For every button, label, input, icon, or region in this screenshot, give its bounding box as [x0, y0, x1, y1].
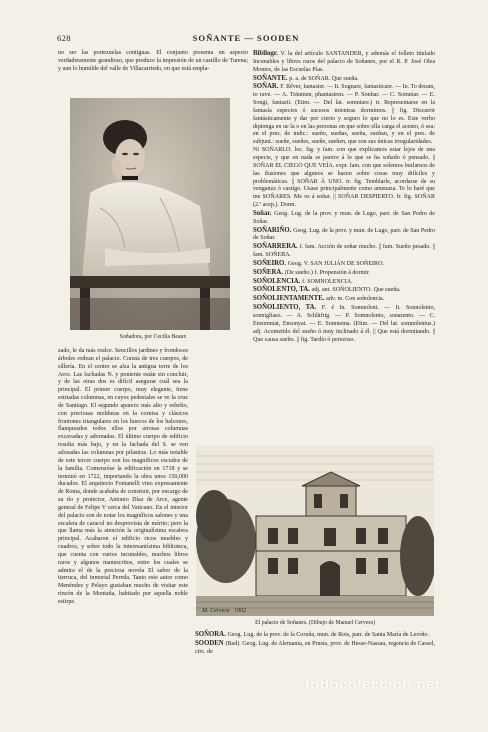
- dictionary-entry: [253, 83, 435, 147]
- left-column-continuation: [58, 348, 188, 607]
- entry-definition: p. a. de SOÑAR. Que sueña.: [289, 75, 359, 82]
- page-number: 628: [57, 33, 71, 43]
- entry-definition: F. é In. Somnolent. — It. Sonnolento, sonnigliaso. — A. Schläfrig. — P. Somnolento, sonarento. — C. Ensomniat, Ensonyat. — E. Somnema. (Etim. — Del lat. somnolentus.) adj. Acometido del sueño ó muy inclinado á él. || Que está dormitando. || Que causa sueño. || fig. Tardío ó perezoso.: [253, 305, 435, 343]
- dictionary-entry: [253, 75, 435, 84]
- entry-headword: SOÑORA.: [195, 631, 228, 638]
- dictionary-entry: [253, 210, 435, 227]
- entry-definition: Geog. Lug. de la prov. y mun. de Lugo, parr. de San Pedro de Soñar.: [253, 227, 435, 242]
- entry-headword: SOÑAR.: [253, 83, 281, 91]
- entry-definition: adv. m. Con soñolencia.: [326, 296, 385, 303]
- entry-definition: f. SOMNOLENCIA.: [302, 278, 353, 285]
- intro-text: no ser las portezuelas contiguas. El conjunto presenta un aspecto verdaderamente grandioso, que produce la impresión de un castillo de Turena; y aun lo humilde del valle de Villacarriedo, en que está empla-: [58, 50, 248, 72]
- photo-caption: Soñadora, por Cecilia Beaux: [119, 334, 187, 340]
- dictionary-entry: [195, 631, 435, 640]
- dictionary-entry: [253, 260, 435, 269]
- entry-headword: Soñar.: [253, 209, 275, 217]
- entry-definition: f. fam. Acción de soñar mucho. || fam. Sueño pesado. || fam. SOÑERA.: [253, 244, 435, 259]
- entry-headword: SOODEN: [195, 639, 226, 647]
- right-column-entries: [253, 50, 435, 344]
- entry-headword: SOÑOLENTO, TA.: [253, 286, 312, 294]
- entry-definition: (De sueño.) f. Propensión á dormir.: [284, 269, 371, 276]
- entry-definition: F. Rêver, fantasier. — It. Sognare, fantasticare. — In. To dream, to rave. — A. Träumen, phantasiren. — P. Sonhar. — C. Somniar. — E. Songi, fantazii. (Etim. — Del lat. somniare.) tr. Representarse en la fantasía especies ó sucesos mientras dormimos. || fig. Discurrir fantásticamente y dar por cierto y seguro lo que no lo es. Este verbo diptonga en ue la o en las personas en que sobre ella carga el acento, ó sea: en el pres. de indic.: sueño, sueñas, sueña, sueñan, y en el pres. de subjunt.: sueñe, sueñes, sueñe, sueñen, que son sus únicas irregularidades.: [253, 84, 435, 146]
- page-header: [57, 33, 435, 45]
- entry-definition: Geog. Lug. de la prov. de la Coruña, mun. de Rois, parr. de Santa María de Leroño.: [227, 632, 429, 638]
- entry-headword: SOÑARRERA.: [253, 243, 300, 251]
- entry-definition: V. la del artículo SANTANDER, y además el folleto titulado Incunables y libros raros del palacio de Soñanes, por el R. P. José Olea Montes, de las Escuelas Pías.: [253, 51, 435, 73]
- entry-definition: Geog. Lug. de la prov. y mun. de Lugo, parr. de San Pedro de Soñar.: [253, 210, 436, 225]
- etching-caption: El palacio de Soñanes. (Dibujo de Manuel Cervera): [255, 620, 375, 626]
- entry-definition: (Bad). Geog. Lug. de Alemania, en Prusia, prov. de Hesse-Nassau, regencia de Cassel, circ. de: [195, 640, 435, 655]
- entry-headword: SOÑERA.: [253, 268, 285, 276]
- dictionary-entry: [253, 304, 435, 344]
- watermark-logo: todocoleccion.net: [305, 676, 441, 693]
- entry-headword: SOÑARIÑO.: [253, 226, 294, 234]
- entry-headword: Bibliogr.: [253, 50, 281, 57]
- entry-headword: SOÑOLIENTAMENTE.: [253, 295, 327, 303]
- entry-definition: adj. ant. SOÑOLIENTO. Que sueña.: [311, 287, 401, 294]
- dictionary-entry: [253, 50, 435, 75]
- svg-text:M. Cervera · 1902: M. Cervera · 1902: [202, 608, 247, 614]
- entry-definition: Geog. V. SAN JULIÁN DE SOÑEIRO.: [287, 260, 384, 267]
- bottom-entries: [195, 631, 435, 657]
- entry-headword: SOÑOLIENTO, TA.: [253, 304, 322, 312]
- entry-headword: SOÑOLENCIA.: [253, 277, 303, 285]
- dictionary-entry: [253, 227, 435, 244]
- dictionary-entry: [253, 243, 435, 260]
- entry-definition: Ni SOÑARLO. loc. fig. y fam. con que explicamos estar lejos de una especie, y que en nada se parece á lo que se ha soñado ó pensado. || SOÑAR EL CIEGO QUE VEÍA. expr. fam. con que solemos burlarnos de las ilusiones que algunos se hacen sobre cosas muy difíciles y problemáticas. || SOÑAR Á UNO. tr. fig. Temblarle, acordarse de su venganza ó castigo. Usase principalmente como amenaza. Te lo haré que me SOÑARES. Me os á soñar. || SOÑAR DESPIERTO. fr. fig. SOÑAR (2.ª acep.). Dorm.: [253, 147, 435, 209]
- entry-headword: SOÑANTE.: [253, 74, 290, 82]
- continuation-text: zado, le da más realce. Sencillos jardines y frondosos árboles rodean el palacio. Consta de tres cuerpos, de sillería. En el centro se alza la antigua torre de los Arce. Las fachadas N. y poniente están sin concluir, y de las otras dos es difícil asegurar cuál sea la principal. El primer cuerpo, muy elegante, tiene estriadas columnas, en cuyos pedestales se ve la cruz de Santiago. El segundo aparece más alto y esbelto, con preciosas molduras en la cornisa y clásicos frontones triangulares en los huecos de los balcones, flanqueados todos ellos por airosas columnas excavadas y adornadas. El último cuerpo de edificio resulta más bajo, y en la fachada del S. se ven adosadas las columnas por pilastras. Lo más notable de este tercer cuerpo son los magníficos escudos de la familia. Comenzóse la edificación en 1718 y se terminó en 1722, importando la obra unos 150,000 ducados. El arquitecto Fontanelli vino expresamente de Roma, donde acababa de construir, por encargo de su tío y protector, Antonio Díaz de Arce, agente general de Felipe V cerca del Vaticano. En el interior del palacio son de notar los magníficos salones y una escalera de caracol no desprovista de mérito; pero la que llama más la atención la originalísima escalera principal. Acabaron el edificio ricos muebles y cuadros, y sobre todo la interesantísima biblioteca, que cuenta con varios incunables, muchos libros raros y algunos manuscritos, entre los cuales se admira el de la preciosa novela El sabor de la tierruca, del inmortal Pereda. Tanto este autor como Menéndez y Pelayo gustaban mucho de visitar este rincón de la Montaña, habitado por aquella noble estirpe.: [58, 348, 188, 605]
- dictionary-entry: [253, 269, 435, 278]
- running-title: SOÑANTE — SOODEN: [192, 33, 300, 43]
- dictionary-entry: [253, 286, 435, 295]
- left-column-intro: [58, 50, 248, 98]
- entry-headword: SOÑEIRO.: [253, 259, 288, 267]
- dictionary-entry: [195, 640, 435, 657]
- dictionary-entry: [253, 295, 435, 304]
- palace-etching: [196, 446, 434, 616]
- portrait-photo: [70, 98, 230, 330]
- dictionary-entry: [253, 147, 435, 210]
